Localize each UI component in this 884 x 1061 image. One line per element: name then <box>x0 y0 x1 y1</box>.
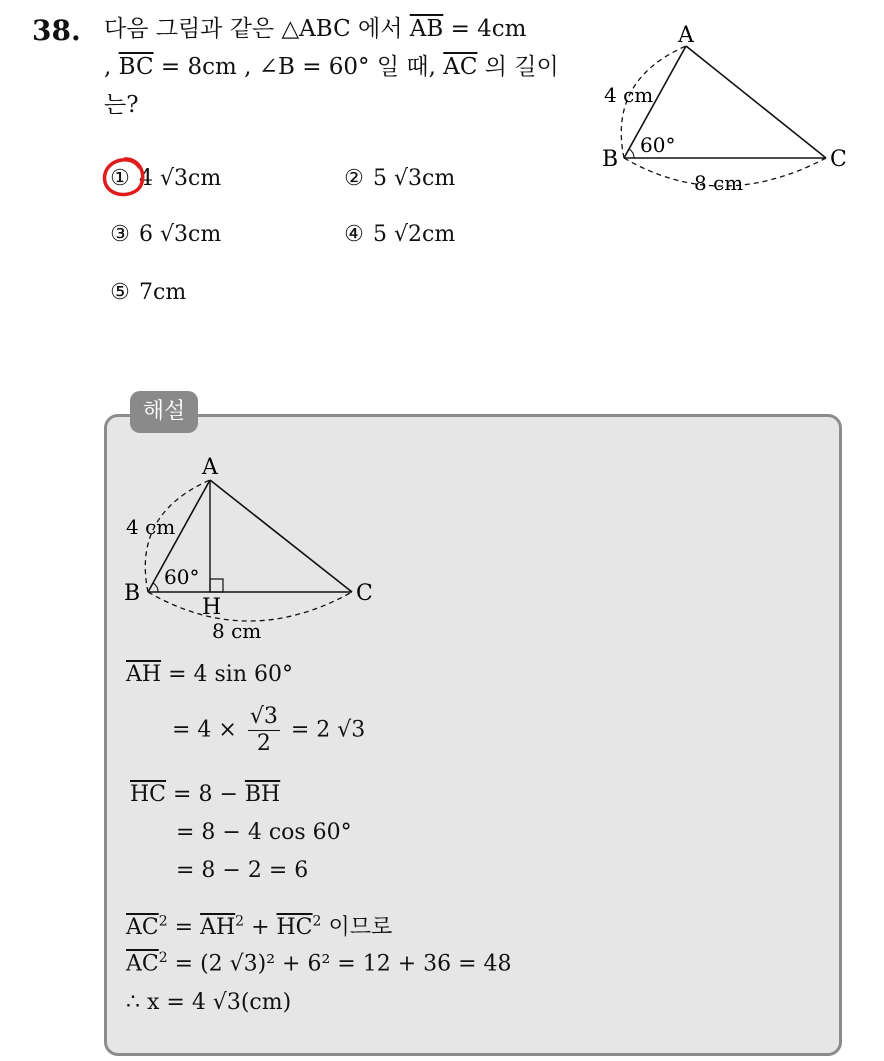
question-number: 38. <box>32 14 81 47</box>
solution-line-8: ∴ x = 4 √3(cm) <box>126 990 292 1015</box>
superscript: 2 <box>158 913 168 930</box>
segment-ac: $\overline{AC}$ <box>126 915 159 940</box>
question-text: 의 길이 <box>477 54 559 80</box>
edge-ac <box>210 480 352 592</box>
segment-hc: $\overline{HC}$ <box>130 782 167 807</box>
selected-answer-circle <box>100 154 150 200</box>
solution-text: = 4 × <box>172 717 237 743</box>
vertex-b: B <box>602 147 619 172</box>
superscript: 2 <box>158 950 168 966</box>
question-line-3: 는? <box>104 92 139 118</box>
label-bc-length: 8 cm <box>212 619 262 643</box>
segment-ac: $\overline{AC}$ <box>126 951 159 977</box>
choice-text: 4 √3cm <box>139 166 222 191</box>
choice-text: 6 √3cm <box>139 222 222 247</box>
label-ab-length: 4 cm <box>126 515 176 539</box>
solution-line-7 <box>126 950 512 976</box>
question-line-1 <box>104 12 526 46</box>
dashed-arc-bc <box>148 592 352 621</box>
label-angle-b: 60° <box>164 565 200 589</box>
solution-triangle-figure <box>118 452 398 648</box>
choice-mark: ① <box>110 166 130 191</box>
solution-text: = (2 √3)² + 6² = 12 + 36 = 48 <box>167 951 512 977</box>
choice-4[interactable] <box>342 222 455 247</box>
choice-mark: ② <box>344 166 364 191</box>
solution-line-4: = 8 − 4 cos 60° <box>176 820 352 845</box>
solution-tag: 해설 <box>130 391 198 433</box>
vertex-a: A <box>678 23 694 48</box>
edge-ac <box>686 46 826 158</box>
question-text: 다음 그림과 같은 △ABC 에서 <box>104 16 410 42</box>
superscript: 2 <box>235 913 245 930</box>
vertex-a: A <box>202 455 218 480</box>
solution-line-1 <box>126 662 293 687</box>
label-bc-length: 8 cm <box>694 171 744 195</box>
segment-bh: $\overline{BH}$ <box>244 782 281 807</box>
segment-hc: $\overline{HC}$ <box>276 915 313 940</box>
choice-text: 5 √2cm <box>373 222 456 247</box>
choice-mark: ⑤ <box>110 280 130 305</box>
fraction-numerator: √3 <box>249 704 278 729</box>
question-text: , <box>104 54 119 80</box>
choice-mark: ④ <box>344 222 364 247</box>
choice-2[interactable] <box>342 166 455 191</box>
angle-arc-b <box>629 149 634 158</box>
choice-text: 5 √3cm <box>373 166 456 191</box>
choice-5[interactable] <box>108 280 186 305</box>
choice-3[interactable] <box>108 222 221 247</box>
label-ab-length: 4 cm <box>604 83 654 107</box>
solution-line-3 <box>130 782 280 807</box>
triangle-figure <box>590 18 870 198</box>
segment-ac: $\overline{AC}$ <box>443 54 478 80</box>
angle-arc-b <box>153 583 158 592</box>
solution-line-5: = 8 − 2 = 6 <box>176 858 309 883</box>
solution-text: = 2 √3 <box>290 717 366 743</box>
fraction-sqrt3-over-2 <box>248 704 280 757</box>
solution-text: = 4 sin 60° <box>161 662 293 687</box>
segment-bc: $\overline{BC}$ <box>118 54 154 80</box>
vertex-c: C <box>356 581 373 606</box>
solution-text: + <box>244 915 277 940</box>
segment-ab: $\overline{AB}$ <box>409 16 444 42</box>
solution-text: = 8 − <box>166 782 245 807</box>
solution-text: 이므로 <box>321 915 393 940</box>
vertex-b: B <box>124 581 141 606</box>
right-angle-mark <box>210 579 223 592</box>
solution-line-6 <box>126 910 392 941</box>
solution-text: = <box>167 915 201 940</box>
fraction-denominator: 2 <box>256 731 271 756</box>
segment-ah: $\overline{AH}$ <box>200 915 236 940</box>
choice-mark: ③ <box>110 222 130 247</box>
segment-ah: $\overline{AH}$ <box>126 662 162 687</box>
vertex-c: C <box>830 147 847 172</box>
question-text: = 8cm , ∠B = 60° 일 때, <box>153 54 444 80</box>
solution-line-2 <box>172 704 365 757</box>
red-circle-icon <box>104 159 142 195</box>
question-text: = 4cm <box>443 16 527 42</box>
choice-text: 7cm <box>139 280 187 305</box>
vertex-h: H <box>202 595 222 620</box>
superscript: 2 <box>312 913 322 930</box>
label-angle-b: 60° <box>640 133 676 157</box>
question-line-2 <box>104 50 559 84</box>
